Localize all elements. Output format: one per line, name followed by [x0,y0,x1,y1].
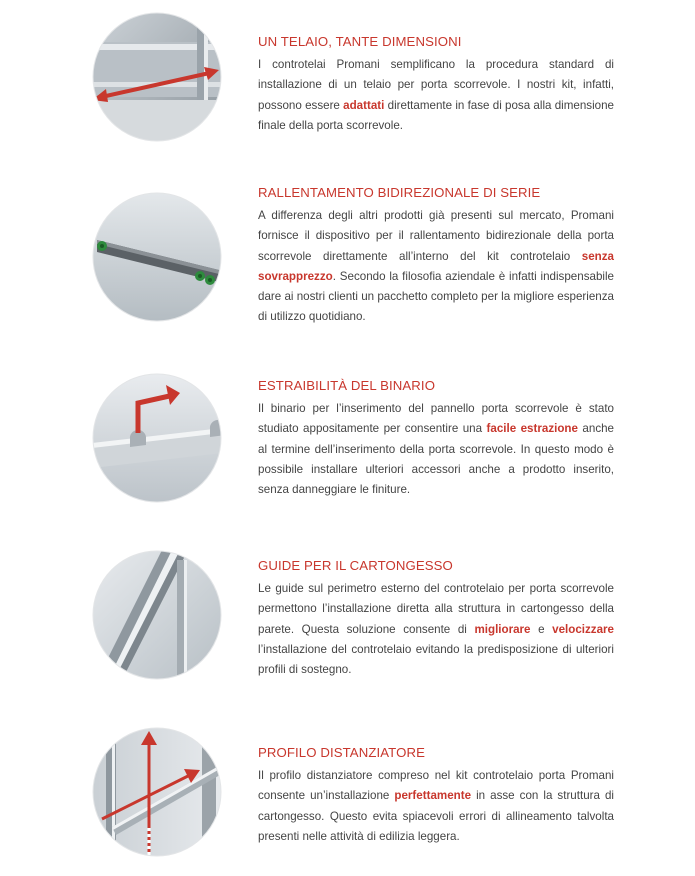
feature-title: ESTRAIBILITÀ DEL BINARIO [258,378,436,393]
removable-track-icon [92,373,222,503]
feature-title: PROFILO DISTANZIATORE [258,745,425,760]
feature-title: RALLENTAMENTO BIDIREZIONALE DI SERIE [258,185,541,200]
feature-title: UN TELAIO, TANTE DIMENSIONI [258,34,462,49]
frame-dimensions-icon [92,12,222,142]
bidirectional-damper-icon [92,192,222,322]
drywall-guides-icon [92,550,222,680]
feature-body: Il binario per l’inserimento del pannello porta scorrevole è stato studiato appositamente per consentire una facile estrazione anche al termine dell’inserimento della porta scorrevole. In questo modo è possibile installare ulteriori accessori anche a prodotto inserito, senza danneggiare le finiture. [258,402,615,497]
feature-body: I controtelai Promani semplificano la procedura standard di installazione di un telaio per porta scorrevole. I nostri kit, infatti, possono essere adattati direttamente in fase di posa alla dimensione finale della porta scorrevole. [258,58,615,132]
feature-body: A differenza degli altri prodotti già presenti sul mercato, Promani fornisce il dispositivo per il rallentamento bidirezionale della porta scorrevole direttamente all’interno del kit controtelaio senza sovrapprezzo. Secondo la filosofia aziendale è infatti indispensabile dare ai nostri clienti un pacchetto completo per la migliore esperienza di utilizzo quotidiano. [258,209,614,324]
feature-title: GUIDE PER IL CARTONGESSO [258,558,453,573]
feature-body: Le guide sul perimetro esterno del controtelaio per porta scorrevole permettono l’installazione diretta alla struttura in cartongesso della parete. Questa soluzione consente di migliorare e velocizzare l’installazione del controtelaio evitando la predisposizione di ulteriori profili di sostegno. [258,582,614,677]
feature-body: Il profilo distanziatore compreso nel kit controtelaio porta Promani consente un’installazione perfettamente in asse con la struttura di cartongesso. Questo evita spiacevoli errori di allineamento talvolta presenti nelle attività di edilizia leggera. [258,769,614,843]
spacer-profile-icon [92,727,222,857]
